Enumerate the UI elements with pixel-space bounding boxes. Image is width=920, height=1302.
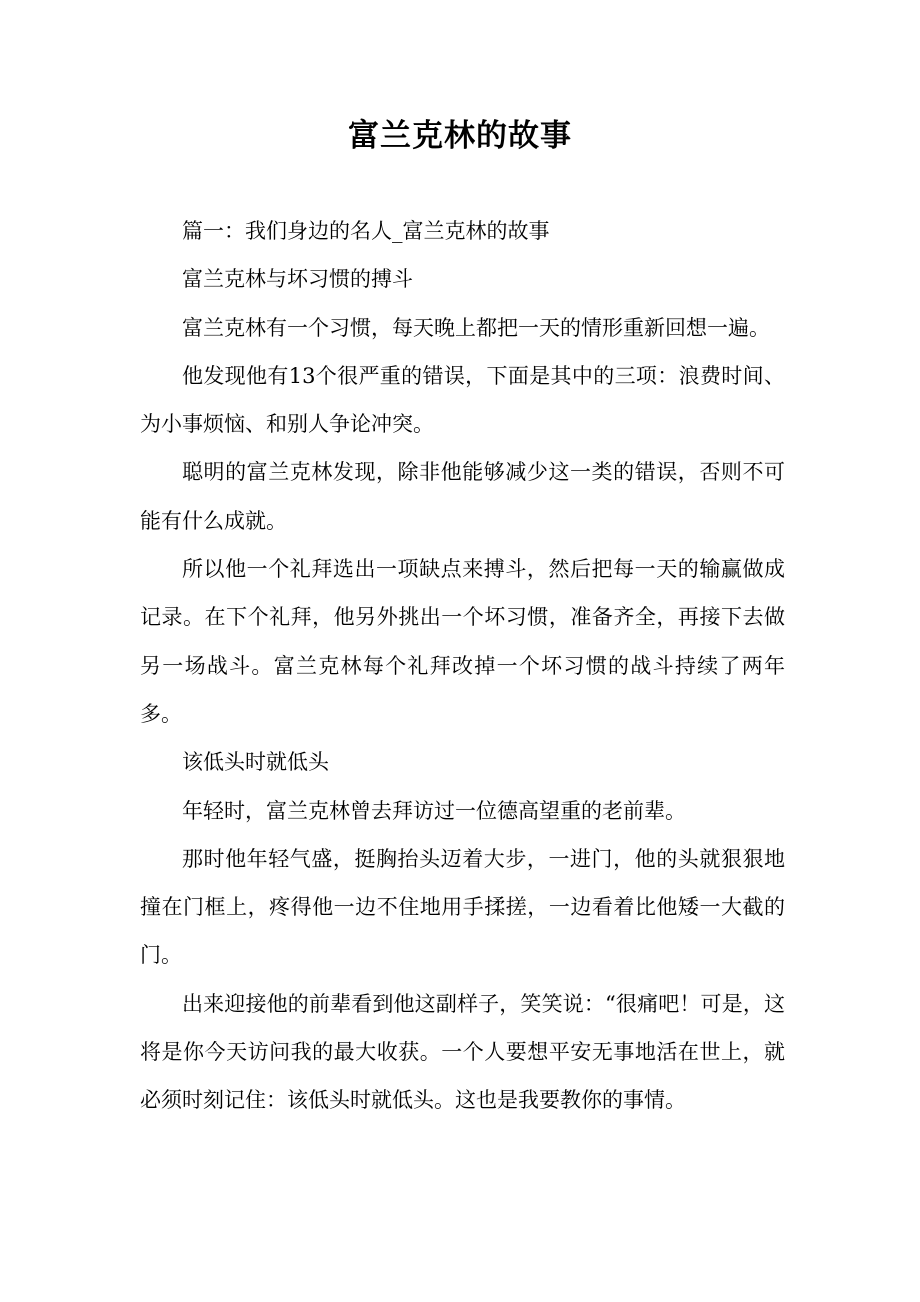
paragraph: 富兰克林有一个习惯，每天晚上都把一天的情形重新回想一遍。 — [182, 315, 770, 340]
document-body — [140, 207, 785, 1125]
paragraph: 那时他年轻气盛，挺胸抬头迈着大步，一进门，他的头就狠狠地撞在门框上，疼得他一边不住地用手揉搓，一边看着比他矮一大截的门。 — [140, 846, 785, 968]
paragraph-section-heading: 篇一：我们身边的名人_富兰克林的故事 — [182, 219, 550, 243]
paragraph: 他发现他有13个很严重的错误，下面是其中的三项：浪费时间、为小事烦恼、和别人争论冲突。 — [140, 363, 785, 437]
paragraph: 出来迎接他的前辈看到他这副样子，笑笑说：“很痛吧！可是，这将是你今天访问我的最大收获。一个人要想平安无事地活在世上，就必须时刻记住：该低头时就低头。这也是我要教你的事情。 — [140, 991, 785, 1113]
paragraph-subheading-bow-head: 该低头时就低头 — [182, 750, 329, 775]
paragraph-subheading-bad-habits: 富兰克林与坏习惯的搏斗 — [182, 267, 413, 292]
paragraph: 所以他一个礼拜选出一项缺点来搏斗，然后把每一天的输赢做成记录。在下个礼拜，他另外挑出一个坏习惯，准备齐全，再接下去做另一场战斗。富兰克林每个礼拜改掉一个坏习惯的战斗持续了两年多。 — [140, 557, 785, 726]
paragraph: 聪明的富兰克林发现，除非他能够减少这一类的错误，否则不可能有什么成就。 — [140, 460, 785, 533]
paragraph: 年轻时，富兰克林曾去拜访过一位德高望重的老前辈。 — [182, 798, 686, 823]
document-title: 富兰克林的故事 — [348, 118, 572, 154]
